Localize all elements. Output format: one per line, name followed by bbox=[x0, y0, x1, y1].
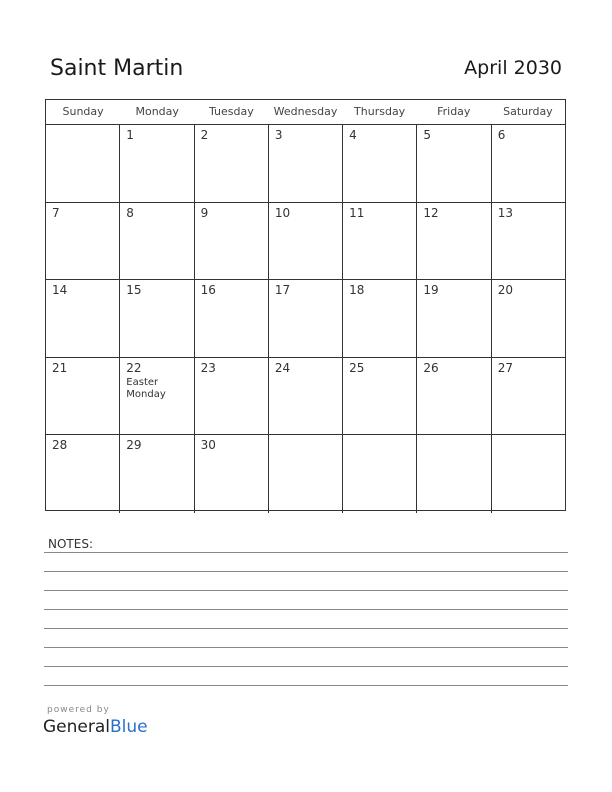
day-number: 15 bbox=[126, 283, 142, 298]
day-number: 22 bbox=[126, 360, 142, 375]
day-cell bbox=[417, 435, 491, 513]
day-cell bbox=[120, 280, 194, 357]
day-cell bbox=[269, 435, 343, 513]
day-cell bbox=[269, 280, 343, 357]
week-row bbox=[46, 280, 565, 358]
day-cell bbox=[269, 203, 343, 280]
day-cell bbox=[269, 125, 343, 202]
weekday-label: Friday bbox=[437, 105, 471, 118]
day-number: 3 bbox=[274, 128, 283, 142]
day-number: 26 bbox=[423, 360, 439, 375]
brand-blue: Blue bbox=[110, 717, 148, 737]
day-cell bbox=[417, 203, 491, 280]
weekday-label: Wednesday bbox=[273, 105, 338, 118]
week-row bbox=[46, 435, 565, 513]
day-number: 4 bbox=[349, 128, 357, 142]
day-number: 25 bbox=[349, 360, 365, 375]
day-number: 7 bbox=[52, 205, 60, 220]
day-number: 2 bbox=[200, 128, 209, 142]
day-number: 30 bbox=[200, 438, 216, 453]
day-number: 14 bbox=[52, 283, 68, 298]
day-number: 23 bbox=[200, 360, 216, 375]
weekday-label: Thursday bbox=[354, 105, 406, 118]
note-line bbox=[44, 628, 568, 629]
day-cell bbox=[120, 435, 194, 513]
brand-general: General bbox=[43, 717, 110, 737]
notes-label: NOTES: bbox=[48, 537, 93, 551]
powered-by-text: powered by bbox=[47, 705, 110, 715]
day-cell bbox=[269, 358, 343, 435]
day-number: 8 bbox=[126, 205, 134, 220]
week-row bbox=[46, 358, 565, 436]
day-cell bbox=[417, 280, 491, 357]
day-number: 10 bbox=[274, 205, 291, 220]
day-number: 17 bbox=[274, 283, 291, 298]
day-number: 24 bbox=[274, 360, 291, 375]
weekday-label: Saturday bbox=[503, 105, 553, 118]
day-number: 1 bbox=[126, 128, 134, 142]
weekday-header bbox=[46, 100, 565, 125]
day-cell bbox=[492, 358, 565, 435]
day-cell bbox=[417, 358, 491, 435]
day-cell bbox=[120, 125, 194, 202]
note-line bbox=[44, 666, 568, 667]
day-number: 9 bbox=[200, 205, 209, 220]
day-number: 11 bbox=[349, 205, 365, 220]
day-cell bbox=[343, 203, 417, 280]
day-cell bbox=[195, 435, 269, 513]
note-line bbox=[44, 685, 568, 686]
weekday-label: Sunday bbox=[62, 105, 104, 118]
day-cell bbox=[492, 280, 565, 357]
day-number: 29 bbox=[126, 438, 142, 453]
day-number: 16 bbox=[200, 283, 216, 298]
day-number: 21 bbox=[52, 360, 68, 375]
day-cell bbox=[343, 358, 417, 435]
holiday-label: Easter Monday bbox=[126, 376, 166, 400]
month-title: April 2030 bbox=[464, 57, 562, 79]
week-row bbox=[46, 125, 565, 203]
day-cell bbox=[417, 125, 491, 202]
day-number: 5 bbox=[423, 128, 432, 142]
day-cell bbox=[195, 125, 269, 202]
calendar-grid bbox=[45, 99, 566, 511]
day-number: 18 bbox=[349, 283, 365, 298]
day-cell bbox=[343, 125, 417, 202]
note-line bbox=[44, 552, 568, 553]
day-cell bbox=[46, 125, 120, 202]
day-cell bbox=[46, 203, 120, 280]
day-cell bbox=[46, 358, 120, 435]
day-cell bbox=[120, 203, 194, 280]
day-cell bbox=[46, 435, 120, 513]
day-cell bbox=[343, 435, 417, 513]
note-line bbox=[44, 609, 568, 610]
day-cell bbox=[492, 203, 565, 280]
day-cell bbox=[195, 203, 269, 280]
day-cell bbox=[492, 435, 565, 513]
day-number: 12 bbox=[423, 205, 439, 220]
day-cell bbox=[46, 280, 120, 357]
day-number: 19 bbox=[423, 283, 439, 298]
day-number: 20 bbox=[497, 283, 513, 298]
country-title: Saint Martin bbox=[50, 56, 184, 81]
week-row bbox=[46, 203, 565, 281]
day-number: 27 bbox=[497, 360, 513, 375]
note-line bbox=[44, 590, 568, 591]
note-line bbox=[44, 647, 568, 648]
day-cell bbox=[492, 125, 565, 202]
day-cell bbox=[120, 358, 194, 435]
day-cell bbox=[195, 280, 269, 357]
weeks-container bbox=[46, 125, 565, 513]
day-cell bbox=[195, 358, 269, 435]
note-line bbox=[44, 571, 568, 572]
day-number: 28 bbox=[52, 438, 68, 453]
day-cell bbox=[343, 280, 417, 357]
weekday-label: Monday bbox=[135, 105, 179, 118]
weekday-label: Tuesday bbox=[208, 105, 254, 118]
day-number: 13 bbox=[497, 205, 513, 220]
day-number: 6 bbox=[497, 128, 506, 142]
generalblue-logo bbox=[43, 717, 148, 737]
